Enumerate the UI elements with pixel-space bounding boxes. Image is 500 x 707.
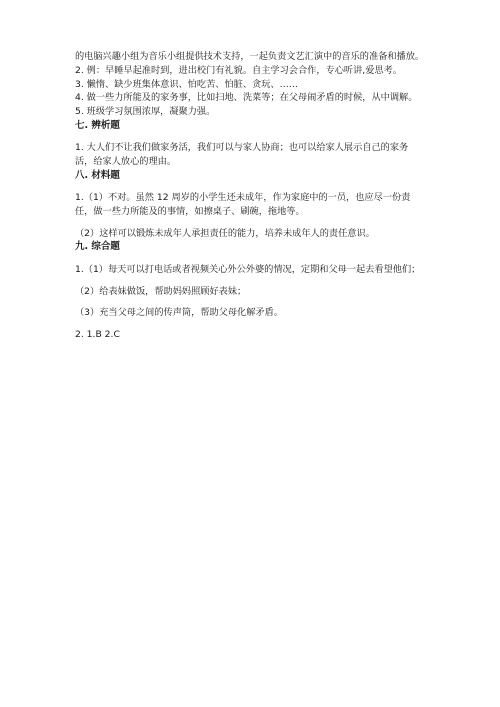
answer-text: （3）充当父母之间的传声筒，帮助父母化解矛盾。: [75, 307, 283, 319]
answer-text: （2）这样可以锻炼未成年人承担责任的能力，培养未成年人的责任意识。: [75, 227, 375, 239]
answer-page: [75, 50, 425, 342]
answer-text: 1.（1）每天可以打电话或者视频关心外公外婆的情况，定期和父母一起去看望他们；: [75, 263, 421, 275]
section-heading: 八. 材料题: [75, 169, 120, 181]
answer-text: 1. 大人们不让我们做家务活，我们可以与家人协商；也可以给家人展示自己的家务活，给家人放心的理由。: [75, 142, 409, 168]
answer-text: （2）给表妹做饭，帮助妈妈照顾好表妹；: [75, 285, 247, 297]
answer-text: 2. 例：早睡早起准时到，进出校门有礼貌。自主学习会合作，专心听讲,爱思考。: [75, 64, 402, 76]
answer-text: 2. 1.B 2.C: [75, 329, 120, 341]
answer-text: 的电脑兴趣小组为音乐小组提供技术支持，一起负责文艺汇演中的音乐的准备和播放。: [75, 51, 425, 62]
answer-text: 4. 做一些力所能及的家务事，比如扫地、洗菜等；在父母闹矛盾的时候，从中调解。: [75, 92, 418, 104]
answer-text: 5. 班级学习氛围浓厚，凝聚力强。: [75, 106, 216, 118]
answer-text: 3. 懒惰、缺少班集体意识、怕吃苦、怕脏、贪玩、……: [75, 78, 298, 90]
answer-text: 1.（1）不对。虽然 12 周岁的小学生还未成年，作为家庭中的一员，也应尽一份责任，做一些力所能及的事情，如擦桌子、刷碗，拖地等。: [75, 192, 411, 217]
section-heading: 七. 辨析题: [75, 119, 120, 131]
section-heading: 九. 综合题: [75, 241, 120, 253]
